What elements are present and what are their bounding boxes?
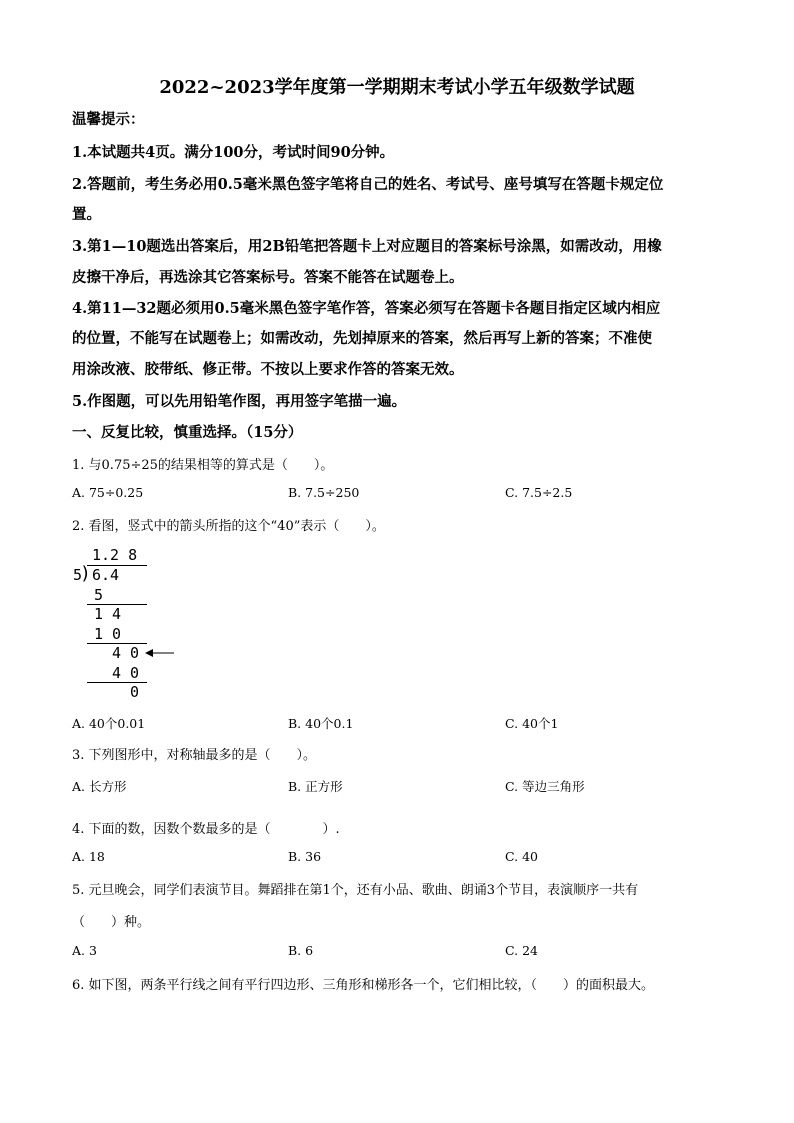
question-5-option-a: A. 3 xyxy=(72,943,97,958)
notice-line: 的位置，不能写在试题卷上；如需改动，先划掉原来的答案，然后再写上新的答案；不准使 xyxy=(72,330,652,347)
notice-line: 用涂改液、胶带纸、修正带。不按以上要求作答的答案无效。 xyxy=(72,361,464,378)
notice-line: 置。 xyxy=(72,206,101,223)
question-4-stem: 4. 下面的数，因数个数最多的是（ ）. xyxy=(72,822,340,837)
question-5-option-c: C. 24 xyxy=(505,943,538,958)
notice-line: 4.第11—32题必须用0.5毫米黑色签字笔作答，答案必须写在答题卡各题目指定区域内相应 xyxy=(72,300,661,317)
question-5-stem-line-2: （ ）种。 xyxy=(72,915,151,930)
question-4-option-a: A. 18 xyxy=(72,849,105,864)
question-2-option-a: A. 40个0.01 xyxy=(72,716,146,731)
page-title: 2022~2023学年度第一学期期末考试小学五年级数学试题 xyxy=(159,77,635,98)
notice-line: 皮擦干净后，再选涂其它答案标号。答案不能答在试题卷上。 xyxy=(72,269,464,286)
division-step: 4 0 xyxy=(112,644,140,662)
division-step: 0 xyxy=(130,683,140,701)
notice-line: 3.第1—10题选出答案后，用2B铅笔把答题卡上对应题目的答案标号涂黑，如需改动，用橡 xyxy=(72,238,662,255)
question-1-option-a: A. 75÷0.25 xyxy=(72,485,144,500)
question-4-option-c: C. 40 xyxy=(505,849,538,864)
arrow-left-icon xyxy=(145,647,175,659)
division-divisor: 5 xyxy=(73,566,83,584)
division-step: 1 0 xyxy=(94,625,122,643)
question-3-option-c: C. 等边三角形 xyxy=(505,779,585,794)
notice-line: 5.作图题，可以先用铅笔作图，再用签字笔描一遍。 xyxy=(72,393,407,410)
division-quotient: 1.2 8 xyxy=(92,546,138,564)
question-3-option-a: A. 长方形 xyxy=(72,779,127,794)
question-5-stem-line-1: 5. 元旦晚会，同学们表演节目。舞蹈排在第1个，还有小品、歌曲、朗诵3个节目，表演顺序一共有 xyxy=(72,883,639,898)
question-1-option-c: C. 7.5÷2.5 xyxy=(505,485,573,500)
notice-line: 1.本试题共4页。满分100分，考试时间90分钟。 xyxy=(72,144,395,161)
division-step: 1 4 xyxy=(94,605,122,623)
division-step: 4 0 xyxy=(112,664,140,682)
question-1-option-b: B. 7.5÷250 xyxy=(288,485,360,500)
notice-heading: 温馨提示： xyxy=(72,111,145,128)
notice-line: 2.答题前，考生务必用0.5毫米黑色签字笔将自己的姓名、考试号、座号填写在答题卡规定位 xyxy=(72,176,664,193)
division-dividend: 6.4 xyxy=(92,566,120,584)
question-4-option-b: B. 36 xyxy=(288,849,322,864)
question-6-stem: 6. 如下图，两条平行线之间有平行四边形、三角形和梯形各一个，它们相比较，（ ）的面积最大。 xyxy=(72,978,655,993)
question-5-option-b: B. 6 xyxy=(288,943,314,958)
question-3-option-b: B. 正方形 xyxy=(288,779,343,794)
question-2-option-b: B. 40个0.1 xyxy=(288,716,354,731)
question-2-option-c: C. 40个1 xyxy=(505,716,559,731)
question-2-stem: 2. 看图，竖式中的箭头所指的这个“40”表示（ ）。 xyxy=(72,519,385,534)
division-step: 5 xyxy=(94,586,104,604)
question-1-stem: 1. 与0.75÷25的结果相等的算式是（ ）。 xyxy=(72,458,334,473)
division-bracket: ) xyxy=(80,563,91,584)
question-3-stem: 3. 下列图形中，对称轴最多的是（ ）。 xyxy=(72,748,317,763)
section-heading: 一、反复比较，慎重选择。（15分） xyxy=(72,424,303,441)
